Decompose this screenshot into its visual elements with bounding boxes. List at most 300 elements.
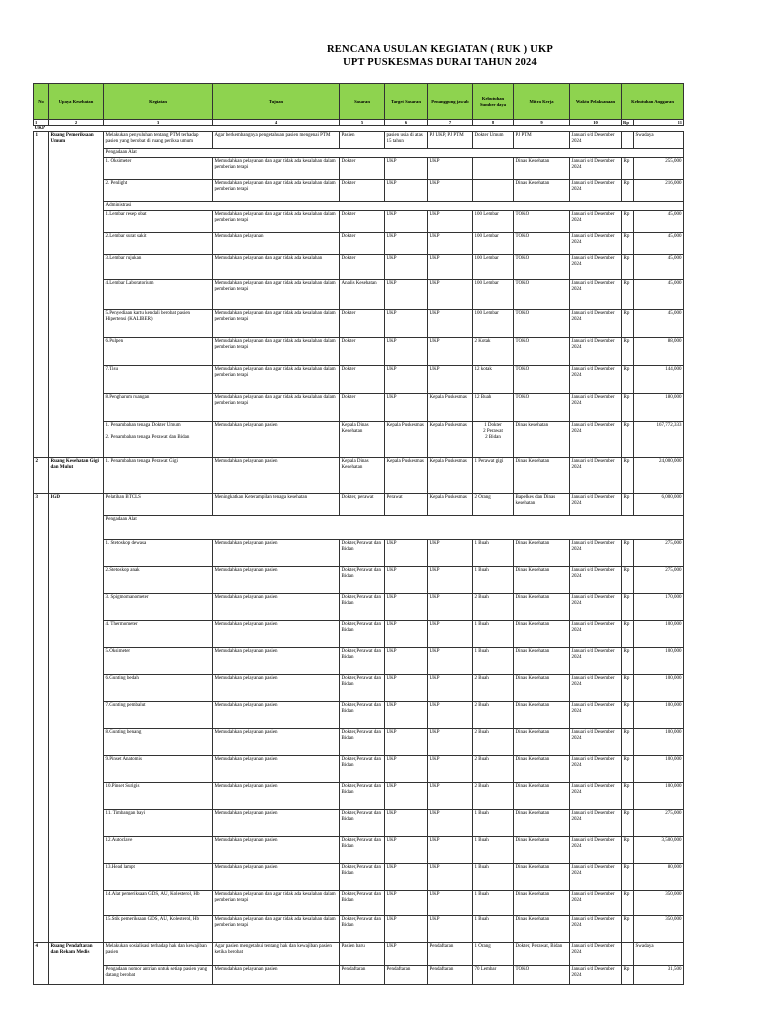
cell-anggaran: 3,500,000	[634, 837, 684, 864]
cell-kebutuhan	[473, 180, 514, 202]
table-row	[34, 966, 684, 985]
upaya-kesehatan	[49, 675, 104, 702]
cell-waktu: Januari s/d Desember 2024	[570, 966, 622, 985]
cell-mitra: Dinas Kesehatan	[514, 158, 570, 180]
upaya-kesehatan	[49, 540, 104, 567]
cell-target: UKP	[385, 310, 428, 338]
upaya-kesehatan	[49, 180, 104, 202]
cell-waktu: Januari s/d Desember 2024	[570, 310, 622, 338]
cell-waktu: Januari s/d Desember 2024	[570, 837, 622, 864]
cell-tujuan: Memudahkan pelayanan pasien	[213, 783, 340, 810]
cell-kebutuhan: 2 Buah	[473, 729, 514, 756]
cell-pj: UKP	[428, 158, 473, 180]
cell-sasaran: Dokter,Perawat dan Bidan	[340, 916, 385, 943]
upaya-kesehatan	[49, 648, 104, 675]
table-row	[34, 211, 684, 233]
cell-waktu: Januari s/d Desember 2024	[570, 366, 622, 394]
cell-mitra: TOKO	[514, 280, 570, 310]
table-row	[34, 516, 684, 540]
row-number	[34, 621, 49, 648]
cell-rp: Rp	[622, 255, 634, 280]
cell-target: Pendaftaran	[385, 966, 428, 985]
cell-anggaran: 45,000	[634, 280, 684, 310]
cell-sasaran: Dokter,Perawat dan Bidan	[340, 648, 385, 675]
cell-sasaran: Analis Kesehatan	[340, 280, 385, 310]
column-number: 6	[385, 120, 428, 126]
cell-pj: UKP	[428, 338, 473, 366]
column-header: No	[34, 84, 49, 120]
cell-rp: Rp	[622, 729, 634, 756]
cell-kebutuhan: 2 Kotak	[473, 338, 514, 366]
cell-tujuan: Memudahkan pelayanan pasien	[213, 675, 340, 702]
cell-sasaran: Dokter,Perawat dan Bidan	[340, 567, 385, 594]
cell-mitra: Dokter, Perawat, Bidan	[514, 943, 570, 966]
cell-anggaran: 45,000	[634, 233, 684, 255]
cell-tujuan: Memudahkan pelayanan dan agar tidak ada kesalahan dalam pemberian terapi	[213, 180, 340, 202]
cell-anggaran: 45,000	[634, 211, 684, 233]
upaya-kesehatan	[49, 567, 104, 594]
cell-kebutuhan	[473, 158, 514, 180]
cell-mitra: Dinas Kesehatan	[514, 180, 570, 202]
cell-pj: UKP	[428, 567, 473, 594]
cell-target: UKP	[385, 783, 428, 810]
cell-mitra: Dinas Kesehatan	[514, 702, 570, 729]
cell-target: UKP	[385, 567, 428, 594]
cell-waktu: Januari s/d Desember 2024	[570, 255, 622, 280]
cell-pj: UKP	[428, 540, 473, 567]
cell-anggaran: 100,000	[634, 702, 684, 729]
cell-anggaran: Swadaya	[634, 132, 684, 149]
cell-mitra: Dinas kesehatan	[514, 422, 570, 458]
cell-waktu: Januari s/d Desember 2024	[570, 864, 622, 891]
cell-kegiatan: 3.Lembar rujukan	[104, 255, 213, 280]
cell-pj: UKP	[428, 280, 473, 310]
column-header: Kebutuhan Sumber daya	[473, 84, 514, 120]
cell-kegiatan: Melakukan penyuluhan tentang PTM terhadap pasien yang berobat di ruang periksa umum	[104, 132, 213, 149]
cell-waktu: Januari s/d Desember 2024	[570, 280, 622, 310]
cell-rp: Rp	[622, 916, 634, 943]
row-number	[34, 422, 49, 458]
upaya-kesehatan	[49, 837, 104, 864]
column-header: Kegiatan	[104, 84, 213, 120]
cell-target: UKP	[385, 943, 428, 966]
cell-pj: Kepala Puskesmas	[428, 422, 473, 458]
upaya-kesehatan	[49, 211, 104, 233]
cell-mitra: Dinas Kesehatan	[514, 594, 570, 621]
cell-kebutuhan: 1 Dokter 2 Perawat 2 Bidan	[473, 422, 514, 458]
cell-pj: UKP	[428, 594, 473, 621]
cell-pj: UKP	[428, 916, 473, 943]
table-row	[34, 729, 684, 756]
cell-waktu: Januari s/d Desember 2024	[570, 494, 622, 516]
cell-waktu: Januari s/d Desember 2024	[570, 756, 622, 783]
cell-anggaran: 100,000	[634, 621, 684, 648]
cell-kegiatan: 1. Penambahan tenaga Perawat Gigi	[104, 458, 213, 494]
column-header: Target Sasaran	[385, 84, 428, 120]
upaya-kesehatan	[49, 756, 104, 783]
cell-tujuan: Memudahkan pelayanan pasien	[213, 540, 340, 567]
cell-waktu: Januari s/d Desember 2024	[570, 180, 622, 202]
row-number	[34, 158, 49, 180]
cell-kegiatan: 2.Stetoskop anak	[104, 567, 213, 594]
cell-tujuan: Memudahkan pelayanan pasien	[213, 458, 340, 494]
cell-anggaran: 6,000,000	[634, 494, 684, 516]
cell-tujuan: Memudahkan pelayanan dan agar tidak ada kesalahan dalam pemberian terapi	[213, 158, 340, 180]
subsection-label: Administrasi	[104, 202, 684, 211]
cell-sasaran: Dokter,Perawat dan Bidan	[340, 729, 385, 756]
cell-anggaran: 88,000	[634, 338, 684, 366]
cell-target: pasien usia di atas 15 tahun	[385, 132, 428, 149]
row-number	[34, 594, 49, 621]
cell-mitra: TOKO	[514, 966, 570, 985]
cell-mitra: Dinas Kesehatan	[514, 916, 570, 943]
cell-kebutuhan: 1 Buah	[473, 837, 514, 864]
cell-waktu: Januari s/d Desember 2024	[570, 158, 622, 180]
cell-waktu: Januari s/d Desember 2024	[570, 810, 622, 837]
row-number	[34, 211, 49, 233]
cell-target: UKP	[385, 394, 428, 422]
upaya-kesehatan	[49, 338, 104, 366]
cell-kebutuhan: 100 Lembar	[473, 280, 514, 310]
cell-sasaran: Dokter	[340, 233, 385, 255]
cell-sasaran: Dokter,Perawat dan Bidan	[340, 864, 385, 891]
row-number	[34, 280, 49, 310]
table-row	[34, 233, 684, 255]
table-row	[34, 338, 684, 366]
cell-target: UKP	[385, 540, 428, 567]
cell-rp: Rp	[622, 540, 634, 567]
cell-anggaran: 275,000	[634, 810, 684, 837]
cell-mitra: Dinas Kesehatan	[514, 567, 570, 594]
row-number	[34, 338, 49, 366]
cell-kebutuhan: 2 Buah	[473, 702, 514, 729]
cell-waktu: Januari s/d Desember 2024	[570, 458, 622, 494]
cell-mitra: Dinas Kesehatan	[514, 864, 570, 891]
cell-sasaran: Kepala Dinas Kesehatan	[340, 458, 385, 494]
cell-waktu: Januari s/d Desember 2024	[570, 233, 622, 255]
cell-rp: Rp	[622, 158, 634, 180]
cell-tujuan: Memudahkan pelayanan dan agar tidak ada kesalahan dalam pemberian terapi	[213, 891, 340, 916]
cell-sasaran: Dokter	[340, 338, 385, 366]
row-number	[34, 516, 49, 540]
cell-rp: Rp	[622, 338, 634, 366]
cell-waktu: Januari s/d Desember 2024	[570, 783, 622, 810]
upaya-kesehatan	[49, 864, 104, 891]
cell-rp: Rp	[622, 702, 634, 729]
cell-pj: UKP	[428, 810, 473, 837]
cell-kebutuhan: 2 Orang	[473, 494, 514, 516]
cell-kegiatan: 6.Gunting bedah	[104, 675, 213, 702]
upaya-kesehatan: Ruang Pendaftaran dan Rekam Medis	[49, 943, 104, 966]
table-row	[34, 158, 684, 180]
cell-kegiatan: Pelatihan BTCLS	[104, 494, 213, 516]
cell-sasaran: Dokter,Perawat dan Bidan	[340, 621, 385, 648]
column-number: 8	[473, 120, 514, 126]
cell-pj: UKP	[428, 366, 473, 394]
section-label: UKP	[34, 126, 46, 131]
table-row	[34, 458, 684, 494]
cell-target: UKP	[385, 675, 428, 702]
table-row	[34, 648, 684, 675]
table-row	[34, 675, 684, 702]
cell-rp: Rp	[622, 280, 634, 310]
document-subtitle: UPT PUSKESMAS DURAI TAHUN 2024	[343, 57, 537, 68]
cell-tujuan: Memudahkan pelayanan pasien	[213, 756, 340, 783]
cell-kegiatan: 3. Spigmomanometer	[104, 594, 213, 621]
row-number	[34, 255, 49, 280]
cell-tujuan: Memudahkan pelayanan pasien	[213, 702, 340, 729]
column-header: Upaya Kesehatan	[49, 84, 104, 120]
cell-anggaran: 45,000	[634, 310, 684, 338]
cell-kegiatan: 4.Lembar Laboratorium	[104, 280, 213, 310]
cell-anggaran: 144,000	[634, 366, 684, 394]
cell-kebutuhan: 1 Buah	[473, 567, 514, 594]
cell-mitra: Bapelkes dan Dinas kesehatan	[514, 494, 570, 516]
cell-pj: UKP	[428, 310, 473, 338]
cell-waktu: Januari s/d Desember 2024	[570, 211, 622, 233]
cell-kegiatan: 1. Penambahan tenaga Dokter Umum 2. Penambahan tenaga Perawat dan Bidan	[104, 422, 213, 458]
cell-rp	[622, 943, 634, 966]
table-row	[34, 280, 684, 310]
cell-kebutuhan: 100 Lembar	[473, 310, 514, 338]
cell-anggaran: 170,000	[634, 594, 684, 621]
cell-pj: UKP	[428, 702, 473, 729]
row-number	[34, 966, 49, 985]
cell-waktu: Januari s/d Desember 2024	[570, 621, 622, 648]
cell-anggaran: 80,000	[634, 864, 684, 891]
row-number	[34, 149, 49, 158]
cell-tujuan: Meningkatkan Keterampilan tenaga kesehatan	[213, 494, 340, 516]
row-number	[34, 916, 49, 943]
cell-tujuan: Memudahkan pelayanan dan agar tidak ada kesalahan dalam pemberian terapi	[213, 916, 340, 943]
cell-tujuan: Memudahkan pelayanan dan agar tidak ada kesalahan	[213, 255, 340, 280]
cell-rp: Rp	[622, 648, 634, 675]
cell-kegiatan: 1. Stetoskop dewasa	[104, 540, 213, 567]
upaya-kesehatan	[49, 516, 104, 540]
cell-rp: Rp	[622, 180, 634, 202]
subsection-label: Pengadaan Alat	[104, 516, 684, 540]
row-number	[34, 233, 49, 255]
table-row	[34, 149, 684, 158]
cell-kebutuhan: 100 Lembar	[473, 211, 514, 233]
cell-anggaran: 100,000	[634, 729, 684, 756]
cell-kebutuhan: 12 kotak	[473, 366, 514, 394]
upaya-kesehatan	[49, 394, 104, 422]
column-header: Waktu Pelaksanaan	[570, 84, 622, 120]
cell-tujuan: Memudahkan pelayanan pasien	[213, 810, 340, 837]
cell-kebutuhan: 12 Buah	[473, 394, 514, 422]
cell-pj: Kepala Puskesmas	[428, 458, 473, 494]
table-row	[34, 422, 684, 458]
cell-target: UKP	[385, 756, 428, 783]
cell-anggaran: 45,000	[634, 255, 684, 280]
cell-sasaran: Dokter,Perawat dan Bidan	[340, 756, 385, 783]
row-number	[34, 729, 49, 756]
cell-pj: UKP	[428, 891, 473, 916]
cell-waktu: Januari s/d Desember 2024	[570, 422, 622, 458]
row-number	[34, 783, 49, 810]
table-header-row	[34, 84, 684, 120]
cell-pj: UKP	[428, 233, 473, 255]
ruk-table	[33, 83, 684, 985]
cell-sasaran: Pasien baru	[340, 943, 385, 966]
upaya-kesehatan	[49, 966, 104, 985]
cell-sasaran: Pendaftaran	[340, 966, 385, 985]
column-number: 5	[340, 120, 385, 126]
cell-mitra: TOKO	[514, 366, 570, 394]
table-row	[34, 702, 684, 729]
cell-sasaran: Dokter	[340, 180, 385, 202]
cell-pj: UKP	[428, 837, 473, 864]
cell-pj: Pendaftaran	[428, 943, 473, 966]
row-number	[34, 648, 49, 675]
cell-sasaran: Dokter	[340, 255, 385, 280]
cell-waktu: Januari s/d Desember 2024	[570, 594, 622, 621]
table-row	[34, 810, 684, 837]
cell-waktu: Januari s/d Desember 2024	[570, 675, 622, 702]
cell-kegiatan: 2. Penlight	[104, 180, 213, 202]
cell-target: UKP	[385, 338, 428, 366]
cell-pj: UKP	[428, 729, 473, 756]
cell-target: UKP	[385, 837, 428, 864]
cell-anggaran: 350,000	[634, 891, 684, 916]
upaya-kesehatan	[49, 255, 104, 280]
table-row	[34, 567, 684, 594]
cell-sasaran: Dokter,Perawat dan Bidan	[340, 810, 385, 837]
row-number: 1	[34, 132, 49, 149]
cell-sasaran: Dokter,Perawat dan Bidan	[340, 675, 385, 702]
cell-waktu: Januari s/d Desember 2024	[570, 729, 622, 756]
cell-pj: UKP	[428, 180, 473, 202]
column-number: 11	[634, 120, 684, 126]
cell-waktu: Januari s/d Desember 2024	[570, 338, 622, 366]
cell-waktu: Januari s/d Desember 2024	[570, 891, 622, 916]
cell-mitra: Dinas Kesehatan	[514, 648, 570, 675]
row-number	[34, 891, 49, 916]
row-number	[34, 366, 49, 394]
column-number: Rp	[622, 120, 634, 126]
cell-kebutuhan: 1 Buah	[473, 810, 514, 837]
row-number	[34, 837, 49, 864]
cell-target: UKP	[385, 233, 428, 255]
cell-kegiatan: 6.Pulpen	[104, 338, 213, 366]
cell-anggaran: 100,000	[634, 675, 684, 702]
cell-rp: Rp	[622, 458, 634, 494]
upaya-kesehatan	[49, 366, 104, 394]
cell-rp: Rp	[622, 494, 634, 516]
cell-anggaran: 180,000	[634, 394, 684, 422]
cell-kegiatan: Melakukan sosialisasi terhadap hak dan kewajiban pasien	[104, 943, 213, 966]
cell-rp: Rp	[622, 675, 634, 702]
cell-rp: Rp	[622, 310, 634, 338]
cell-target: Perawat	[385, 494, 428, 516]
cell-kebutuhan: Dokter Umum	[473, 132, 514, 149]
cell-waktu: Januari s/d Desember 2024	[570, 648, 622, 675]
cell-sasaran: Dokter,Perawat dan Bidan	[340, 783, 385, 810]
cell-target: UKP	[385, 594, 428, 621]
table-row	[34, 943, 684, 966]
cell-kebutuhan: 70 Lembar	[473, 966, 514, 985]
cell-sasaran: Dokter	[340, 158, 385, 180]
upaya-kesehatan	[49, 891, 104, 916]
cell-waktu: Januari s/d Desember 2024	[570, 540, 622, 567]
row-number	[34, 675, 49, 702]
row-number	[34, 864, 49, 891]
cell-anggaran: 350,000	[634, 916, 684, 943]
cell-mitra: Dinas Kesehatan	[514, 837, 570, 864]
cell-waktu: Januari s/d Desember 2024	[570, 916, 622, 943]
cell-mitra: Dinas Kesehatan	[514, 783, 570, 810]
column-number: 4	[213, 120, 340, 126]
table-row	[34, 394, 684, 422]
cell-rp	[622, 132, 634, 149]
cell-tujuan: Memudahkan pelayanan dan agar tidak ada kesalahan dalam pemberian terapi	[213, 310, 340, 338]
column-header: Mitra Kerja	[514, 84, 570, 120]
cell-rp: Rp	[622, 864, 634, 891]
column-number: 7	[428, 120, 473, 126]
cell-mitra: PJ PTM	[514, 132, 570, 149]
cell-sasaran: Dokter,Perawat dan Bidan	[340, 702, 385, 729]
cell-kegiatan: 5.Oksimeter	[104, 648, 213, 675]
upaya-kesehatan	[49, 621, 104, 648]
cell-kegiatan: 1. Oksimeter	[104, 158, 213, 180]
cell-pj: Kepala Puskesmas	[428, 394, 473, 422]
cell-anggaran: 167,772,333	[634, 422, 684, 458]
column-header: Sasaran	[340, 84, 385, 120]
cell-kegiatan: 7.Tisu	[104, 366, 213, 394]
cell-kebutuhan: 2 Buah	[473, 594, 514, 621]
cell-rp: Rp	[622, 233, 634, 255]
cell-sasaran: Dokter,Perawat dan Bidan	[340, 594, 385, 621]
cell-target: Kepala Puskesmas	[385, 458, 428, 494]
cell-target: UKP	[385, 158, 428, 180]
column-number: 3	[104, 120, 213, 126]
cell-mitra: Dinas Kesehatan	[514, 540, 570, 567]
cell-target: UKP	[385, 864, 428, 891]
cell-anggaran: 31,500	[634, 966, 684, 985]
row-number	[34, 756, 49, 783]
cell-kegiatan: 11. Timbangan bayi	[104, 810, 213, 837]
cell-rp: Rp	[622, 783, 634, 810]
cell-tujuan: Memudahkan pelayanan pasien	[213, 648, 340, 675]
cell-sasaran: Dokter,Perawat dan Bidan	[340, 891, 385, 916]
table-row	[34, 783, 684, 810]
cell-kegiatan: 15.Stik pemeriksaan GDS, AU, Kolesterol, Hb	[104, 916, 213, 943]
row-number	[34, 394, 49, 422]
upaya-kesehatan	[49, 202, 104, 211]
cell-tujuan: Agar berkembangnya pengetahuan pasien mengenai PTM	[213, 132, 340, 149]
cell-target: UKP	[385, 180, 428, 202]
cell-anggaran: 100,000	[634, 783, 684, 810]
cell-mitra: TOKO	[514, 233, 570, 255]
upaya-kesehatan	[49, 916, 104, 943]
cell-rp: Rp	[622, 966, 634, 985]
cell-pj: UKP	[428, 648, 473, 675]
cell-sasaran: Pasien	[340, 132, 385, 149]
cell-tujuan: Memudahkan pelayanan pasien	[213, 966, 340, 985]
cell-tujuan: Memudahkan pelayanan dan agar tidak ada kesalahan dalam pemberian terapi	[213, 394, 340, 422]
cell-kegiatan: 5.Penyediaan kartu kendali berobat pasien Hipertensi (KALIBER)	[104, 310, 213, 338]
upaya-kesehatan	[49, 280, 104, 310]
cell-kebutuhan: 1 Buah	[473, 864, 514, 891]
row-number: 4	[34, 943, 49, 966]
cell-kebutuhan: 2 Buah	[473, 675, 514, 702]
cell-mitra: TOKO	[514, 255, 570, 280]
cell-waktu: Januari s/d Desember 2024	[570, 943, 622, 966]
cell-target: UKP	[385, 621, 428, 648]
column-header: Kebutuhan Anggaran	[622, 84, 684, 120]
cell-sasaran: Dokter	[340, 394, 385, 422]
